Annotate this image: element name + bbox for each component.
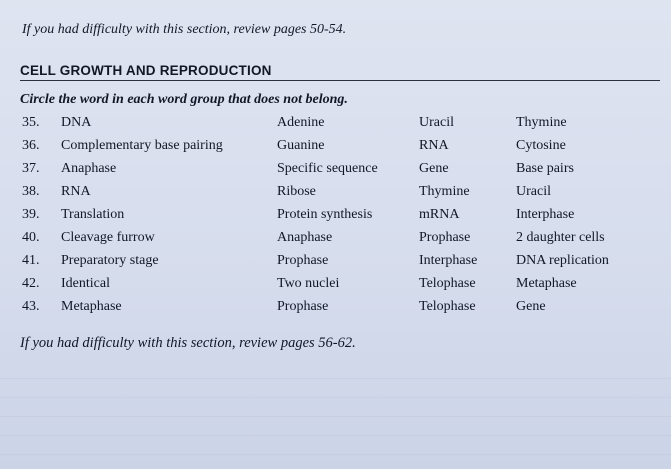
word-option[interactable]: Metaphase (516, 276, 577, 291)
word-option[interactable]: Ribose (277, 184, 316, 199)
word-group-row (0, 115, 671, 138)
word-option[interactable]: Specific sequence (277, 161, 378, 176)
word-option[interactable]: Uracil (419, 115, 454, 130)
review-note-top: If you had difficulty with this section, review pages 50-54. (22, 22, 347, 37)
word-option[interactable]: Protein synthesis (277, 207, 373, 222)
word-group-row (0, 138, 671, 161)
word-option[interactable]: Translation (61, 207, 125, 222)
word-group-row (0, 161, 671, 184)
word-option[interactable]: Gene (516, 299, 546, 314)
background-bleed-through (0, 360, 671, 469)
word-option[interactable]: Cytosine (516, 138, 566, 153)
word-option[interactable]: Interphase (516, 207, 575, 222)
word-option[interactable]: mRNA (419, 207, 460, 222)
instruction-text: Circle the word in each word group that does not belong. (20, 92, 348, 107)
word-option[interactable]: Base pairs (516, 161, 574, 176)
word-option[interactable]: Thymine (516, 115, 567, 130)
word-option[interactable]: Cleavage furrow (61, 230, 155, 245)
question-number: 36. (22, 138, 40, 153)
question-number: 35. (22, 115, 40, 130)
word-group-row (0, 207, 671, 230)
word-option[interactable]: Identical (61, 276, 110, 291)
question-number: 40. (22, 230, 40, 245)
word-option[interactable]: DNA (61, 115, 92, 130)
question-number: 39. (22, 207, 40, 222)
word-option[interactable]: Prophase (277, 253, 329, 268)
word-option[interactable]: Complementary base pairing (61, 138, 223, 153)
word-option[interactable]: RNA (419, 138, 449, 153)
word-option[interactable]: Telophase (419, 299, 476, 314)
section-heading: CELL GROWTH AND REPRODUCTION (20, 63, 272, 78)
word-option[interactable]: Prophase (419, 230, 471, 245)
question-number: 37. (22, 161, 40, 176)
word-option[interactable]: Thymine (419, 184, 470, 199)
question-number: 38. (22, 184, 40, 199)
word-option[interactable]: DNA replication (516, 253, 609, 268)
word-option[interactable]: Two nuclei (277, 276, 340, 291)
word-group-row (0, 276, 671, 299)
word-option[interactable]: Anaphase (277, 230, 333, 245)
question-number: 42. (22, 276, 40, 291)
word-group-row (0, 230, 671, 253)
word-option[interactable]: Prophase (277, 299, 329, 314)
word-group-row (0, 299, 671, 322)
word-option[interactable]: Telophase (419, 276, 476, 291)
word-option[interactable]: RNA (61, 184, 91, 199)
word-option[interactable]: Uracil (516, 184, 551, 199)
word-option[interactable]: Adenine (277, 115, 325, 130)
word-option[interactable]: Anaphase (61, 161, 117, 176)
word-group-row (0, 253, 671, 276)
question-number: 43. (22, 299, 40, 314)
word-option[interactable]: Metaphase (61, 299, 122, 314)
question-number: 41. (22, 253, 40, 268)
word-option[interactable]: Gene (419, 161, 449, 176)
word-option[interactable]: Interphase (419, 253, 478, 268)
word-option[interactable]: Preparatory stage (61, 253, 159, 268)
heading-rule (20, 80, 660, 81)
word-option[interactable]: 2 daughter cells (516, 230, 605, 245)
word-option[interactable]: Guanine (277, 138, 325, 153)
review-note-bottom: If you had difficulty with this section, review pages 56-62. (20, 335, 356, 351)
word-group-row (0, 184, 671, 207)
